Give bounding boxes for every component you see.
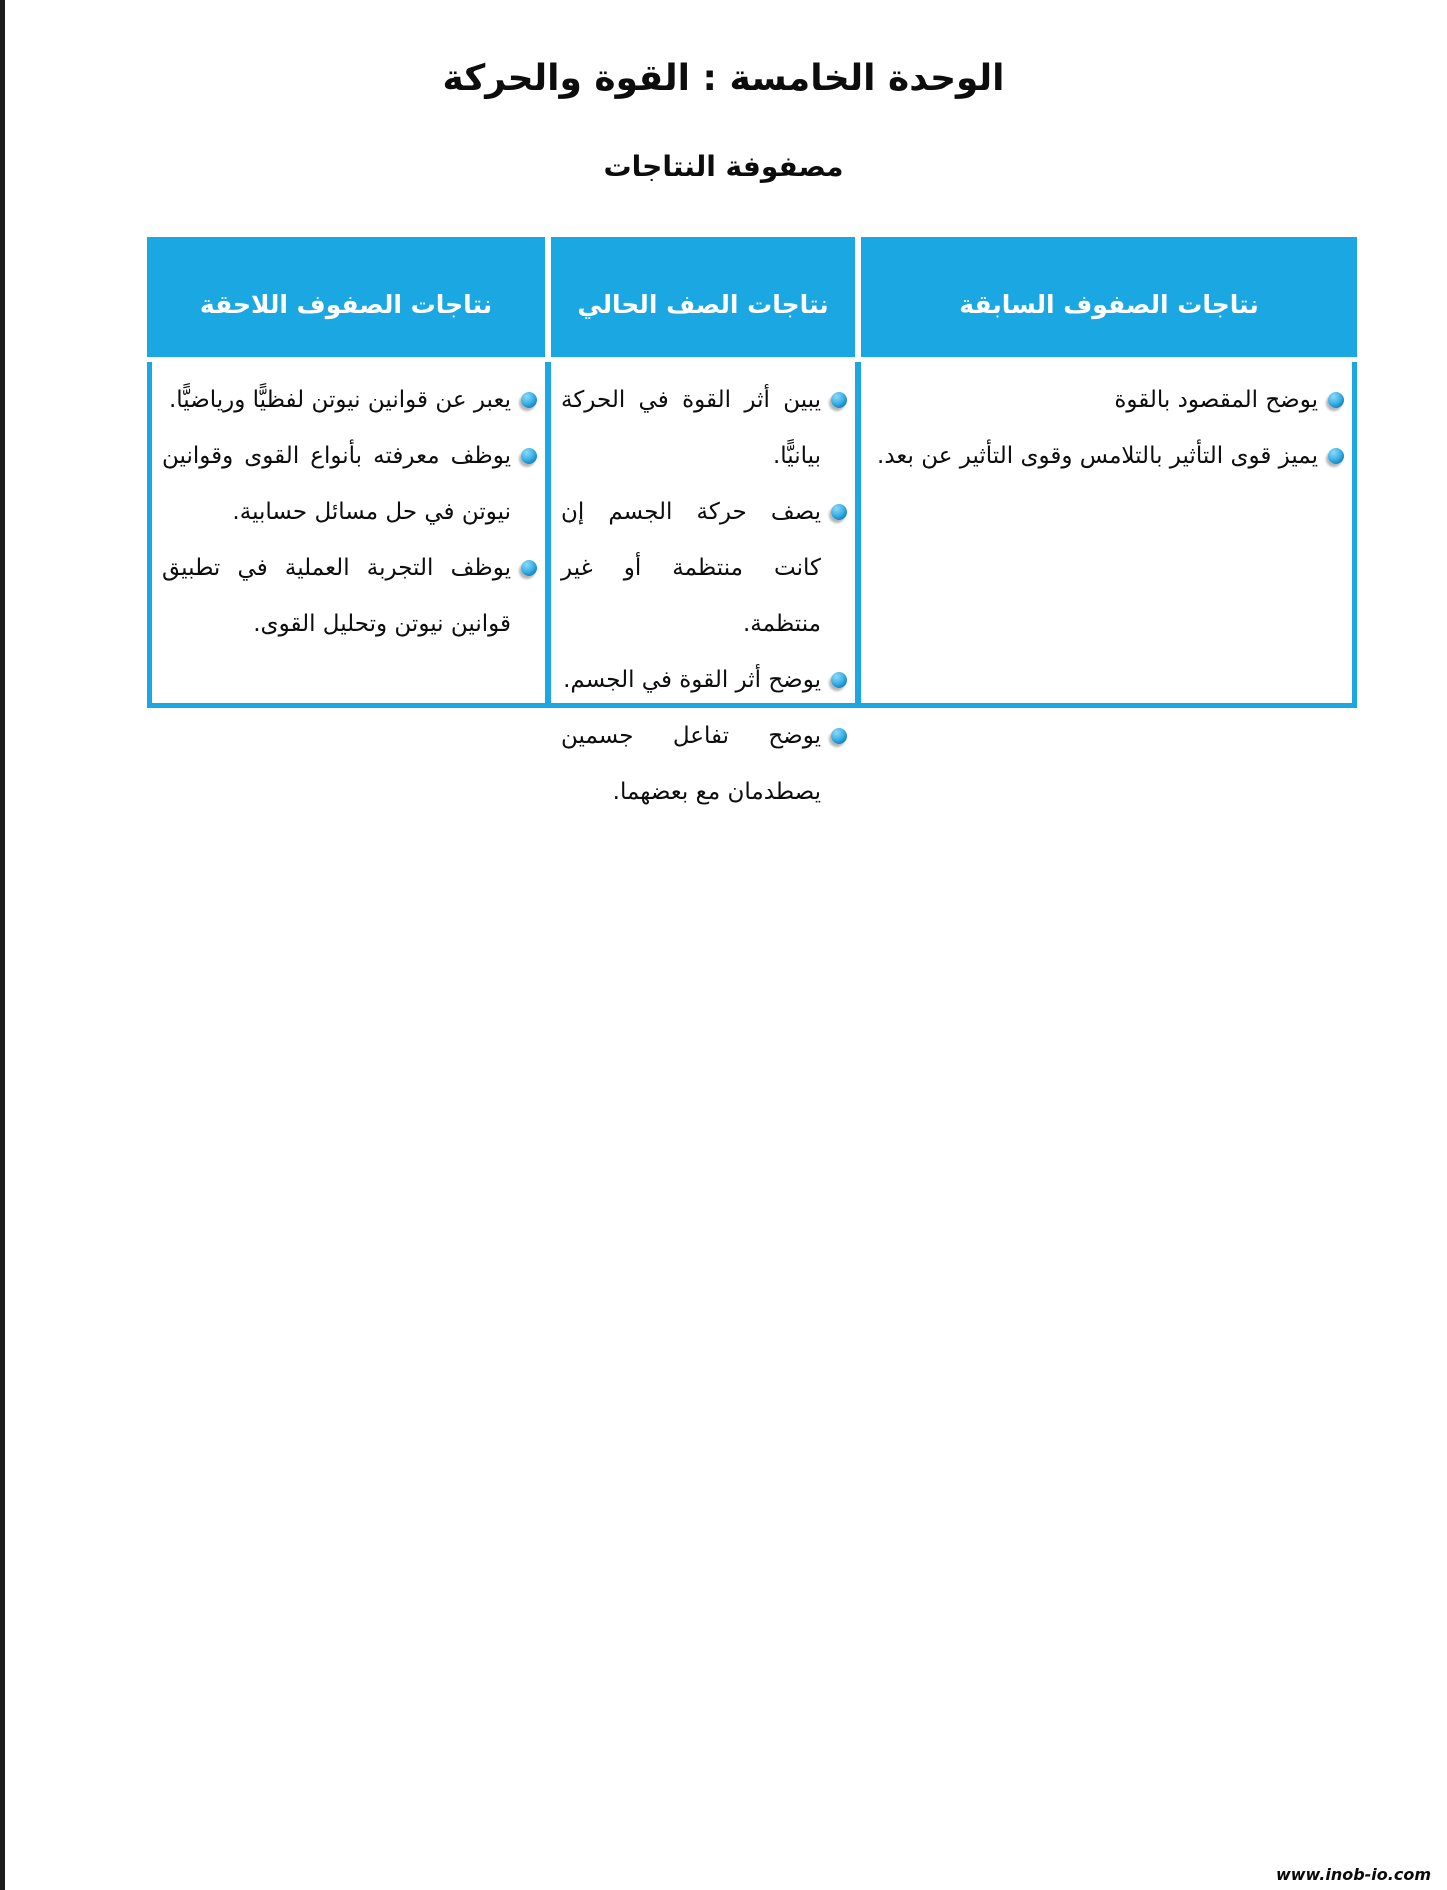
sphere-bullet-icon bbox=[831, 504, 847, 520]
outcome-item bbox=[162, 428, 537, 540]
sphere-bullet-icon bbox=[831, 392, 847, 408]
sphere-bullet-icon bbox=[521, 392, 537, 408]
outcome-text: يبين أثر القوة في الحركة بيانيًّا. bbox=[561, 387, 821, 469]
outcome-item bbox=[561, 708, 847, 820]
outcome-item bbox=[162, 372, 537, 428]
sphere-bullet-icon bbox=[831, 672, 847, 688]
outcome-item bbox=[871, 428, 1344, 484]
outcome-text: يصف حركة الجسم إن كانت منتظمة أو غير منتظمة. bbox=[561, 499, 821, 637]
outcome-text: يميز قوى التأثير بالتلامس وقوى التأثير عن بعد. bbox=[877, 443, 1318, 469]
outcome-text: يوضح تفاعل جسمين يصطدمان مع بعضهما. bbox=[561, 723, 821, 805]
sphere-bullet-icon bbox=[521, 560, 537, 576]
outcomes-cell-previous-grades bbox=[861, 362, 1352, 703]
sphere-bullet-icon bbox=[521, 448, 537, 464]
outcomes-matrix-table bbox=[147, 237, 1357, 805]
outcome-item bbox=[871, 372, 1344, 428]
outcome-text: يوظف معرفته بأنواع القوى وقوانين نيوتن في حل مسائل حسابية. bbox=[162, 443, 511, 525]
page-title: الوحدة الخامسة : القوة والحركة bbox=[442, 58, 1005, 99]
outcome-item bbox=[162, 540, 537, 652]
outcome-text: يوظف التجربة العملية في تطبيق قوانين نيوتن وتحليل القوى. bbox=[162, 555, 511, 637]
sphere-bullet-icon bbox=[1328, 448, 1344, 464]
outcome-text: يوضح أثر القوة في الجسم. bbox=[563, 667, 821, 693]
outcome-item bbox=[561, 372, 847, 484]
outcomes-cell-later-grades bbox=[152, 362, 545, 703]
column-header-later-grades: نتاجات الصفوف اللاحقة bbox=[147, 237, 545, 357]
page-left-border bbox=[0, 0, 5, 1890]
table-body-row bbox=[147, 362, 1357, 805]
column-header-current-grade: نتاجات الصف الحالي bbox=[551, 237, 855, 357]
outcome-text: يوضح المقصود بالقوة bbox=[1114, 387, 1318, 413]
outcomes-cell-current-grade bbox=[551, 362, 855, 805]
page-subtitle: مصفوفة النتاجات bbox=[603, 150, 844, 183]
sphere-bullet-icon bbox=[1328, 392, 1344, 408]
site-watermark: www.inob-io.com bbox=[1275, 1865, 1431, 1884]
sphere-bullet-icon bbox=[831, 728, 847, 744]
column-header-previous-grades: نتاجات الصفوف السابقة bbox=[861, 237, 1357, 357]
outcome-text: يعبر عن قوانين نيوتن لفظيًّا ورياضيًّا. bbox=[168, 387, 511, 413]
outcome-item bbox=[561, 484, 847, 652]
outcome-item bbox=[561, 652, 847, 708]
